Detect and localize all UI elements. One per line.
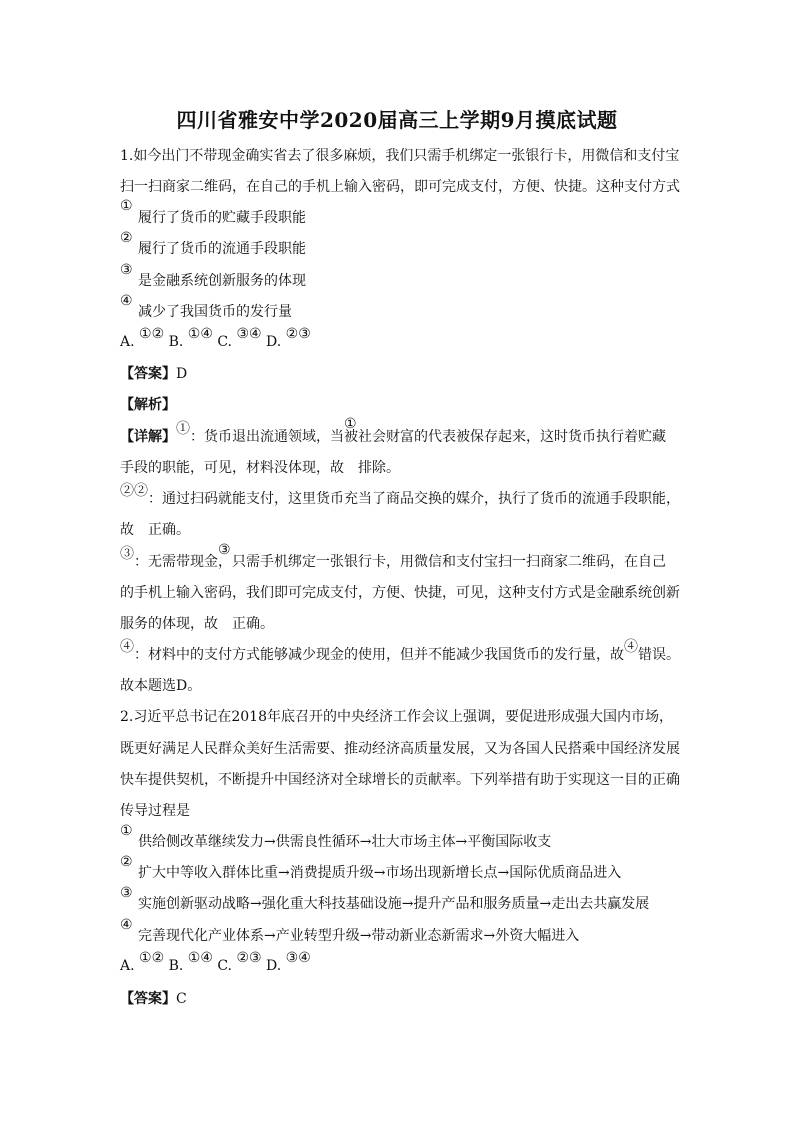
q2-stem-line-3: 快车提供契机，不断提升中国经济对全球增长的贡献率。下列举措有助于实现这一目的正确 — [120, 772, 680, 788]
q1-detail-3-text: ：无需带现金，只需手机绑定一张银行卡，用微信和支付宝扫一扫商家二维码，在自己 — [134, 554, 666, 570]
q1-item-4-text: 减少了我国货币的发行量 — [138, 304, 292, 320]
q1-stem-line-2: 扫一扫商家二维码，在自己的手机上输入密码，即可完成支付，方便、快捷。这种支付方式 — [120, 179, 680, 195]
q2-option-c-label: C. — [217, 958, 233, 974]
q1-option-b-value: ①④ — [187, 326, 213, 342]
q1-detail-1-mark: ① — [176, 421, 190, 437]
q1-detail-1-text: ：货币退出流通领域，当被社会财富的代表被保存起来，这时货币执行着贮藏 — [190, 429, 666, 445]
q1-analysis-label: 【解析】 — [120, 397, 176, 413]
q1-detail-1-inline-mark: ① — [344, 416, 357, 432]
q1-detail-3-mark: ③ — [120, 546, 134, 562]
q1-detail-4-text: ：材料中的支付方式能够减少现金的使用，但并不能减少我国货币的发行量，故 — [134, 647, 624, 663]
q1-option-a-label: A. — [120, 334, 135, 350]
q1-detail-2-text: ：通过扫码就能支付，这里货币充当了商品交换的媒介，执行了货币的流通手段职能， — [148, 491, 680, 507]
q1-answer-label: 【答案】 — [120, 366, 176, 382]
q2-item-1-mark: ① — [120, 823, 133, 839]
q1-option-d-value: ②③ — [285, 326, 311, 342]
q1-detail-4-text-end: 错误。 — [638, 647, 680, 663]
q1-item-4-mark: ④ — [120, 293, 133, 309]
q2-stem-line-1: 2.习近平总书记在2018年底召开的中央经济工作会议上强调，要促进形成强大国内市场， — [120, 709, 673, 725]
q1-item-1-mark: ① — [120, 198, 133, 214]
q2-answer-label: 【答案】 — [120, 991, 176, 1007]
q2-item-2-mark: ② — [120, 854, 133, 870]
q1-item-3-text: 是金融系统创新服务的体现 — [138, 273, 306, 289]
q2-option-b-value: ①④ — [187, 950, 213, 966]
q1-detail-3-line-2: 的手机上输入密码，我们即可完成支付，方便、快捷，可见，这种支付方式是金融系统创新 — [120, 585, 680, 601]
q1-detail-2-mark: ②② — [120, 483, 148, 499]
q1-detail-4-line-1 — [120, 639, 680, 664]
page-title: 四川省雅安中学2020届高三上学期9月摸底试题 — [176, 108, 618, 132]
q1-option-d-label: D. — [266, 334, 282, 350]
q2-option-a-value: ①② — [139, 950, 165, 966]
q1-detail-label: 【详解】 — [120, 429, 176, 445]
q2-option-b-label: B. — [168, 958, 184, 974]
q1-detail-2-line-2: 故 正确。 — [120, 522, 190, 538]
q1-options — [120, 326, 311, 351]
q2-item-3-mark: ③ — [120, 885, 133, 901]
q1-item-2-text: 履行了货币的流通手段职能 — [138, 241, 306, 257]
q1-item-1-text: 履行了货币的贮藏手段职能 — [138, 210, 306, 226]
q1-answer — [120, 365, 187, 383]
q2-stem-line-2: 既更好满足人民群众美好生活需要、推动经济高质量发展，又为各国人民搭乘中国经济发展 — [120, 741, 680, 757]
q1-option-c-label: C. — [217, 334, 233, 350]
q1-answer-value: D — [176, 366, 188, 382]
q1-detail-1-line-2: 手段的职能，可见，材料没体现，故 排除。 — [120, 460, 400, 476]
q2-option-a-label: A. — [120, 958, 135, 974]
q1-item-2-mark: ② — [120, 230, 133, 246]
q2-answer-value: C — [176, 991, 187, 1007]
q2-option-c-value: ②③ — [236, 950, 262, 966]
q1-detail-line-1 — [120, 421, 666, 446]
q2-options — [120, 950, 311, 975]
q2-item-4-text: 完善现代化产业体系→产业转型升级→带动新业态新需求→外资大幅进入 — [138, 928, 580, 944]
q1-detail-3-inline-mark: ③ — [218, 542, 231, 558]
q2-item-4-mark: ④ — [120, 917, 133, 933]
q2-option-d-value: ③④ — [285, 950, 311, 966]
q2-item-2-text: 扩大中等收入群体比重→消费提质升级→市场出现新增长点→国际优质商品进入 — [138, 865, 622, 881]
q1-option-b-label: B. — [168, 334, 184, 350]
q1-conclusion: 故本题选D。 — [120, 678, 202, 694]
q1-stem-line-1: 1.如今出门不带现金确实省去了很多麻烦，我们只需手机绑定一张银行卡，用微信和支付宝 — [120, 148, 680, 164]
q1-detail-2-line-1 — [120, 483, 680, 508]
q1-option-c-value: ③④ — [236, 326, 262, 342]
q2-answer — [120, 990, 187, 1008]
q2-stem-line-4: 传导过程是 — [120, 803, 190, 819]
q2-item-3-text: 实施创新驱动战略→强化重大科技基础设施→提升产品和服务质量→走出去共赢发展 — [138, 896, 650, 912]
q1-detail-4-mark: ④ — [120, 639, 134, 655]
q1-detail-3-line-1 — [120, 546, 666, 571]
q1-item-3-mark: ③ — [120, 262, 133, 278]
q2-option-d-label: D. — [266, 958, 282, 974]
q2-item-1-text: 供给侧改革继续发力→供需良性循环→壮大市场主体→平衡国际收支 — [138, 834, 552, 850]
q1-option-a-value: ①② — [139, 326, 165, 342]
q1-detail-4-inline-mark: ④ — [624, 639, 638, 655]
q1-detail-3-line-3: 服务的体现，故 正确。 — [120, 616, 274, 632]
